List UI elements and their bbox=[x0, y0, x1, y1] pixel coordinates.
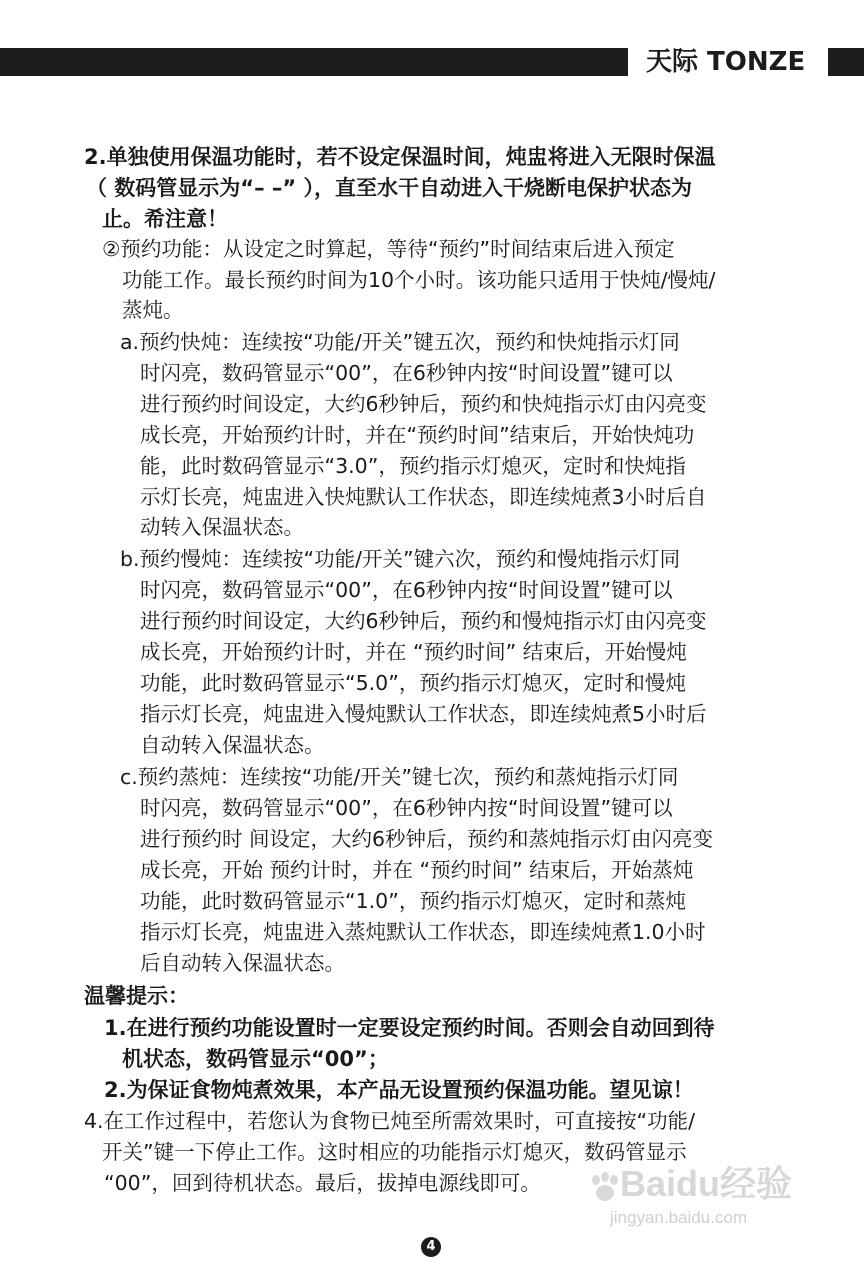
text-line: 1.在进行预约功能设置时一定要设定预约时间。否则会自动回到待 bbox=[104, 1016, 715, 1040]
header-bar bbox=[0, 48, 864, 76]
text-line: 2.单独使用保温功能时，若不设定保温时间，炖盅将进入无限时保温 bbox=[84, 145, 716, 169]
text-line: 2.为保证食物炖煮效果，本产品无设置预约保温功能。望见谅！ bbox=[104, 1078, 694, 1102]
header-bar-right bbox=[828, 48, 864, 76]
watermark-logo: Baidu经验 bbox=[620, 1163, 793, 1204]
text-line: ②预约功能：从设定之时算起，等待“预约”时间结束后进入预定 bbox=[102, 237, 675, 261]
text-line: c.预约蒸炖：连续按“功能/开关”键七次，预约和蒸炖指示灯同 bbox=[120, 765, 679, 789]
text-line: 时闪亮，数码管显示“00”，在6秒钟内按“时间设置”键可以 bbox=[140, 361, 673, 385]
watermark bbox=[588, 1162, 818, 1242]
watermark-url: jingyan.baidu.com bbox=[610, 1208, 748, 1227]
text-line: 后自动转入保温状态。 bbox=[140, 951, 345, 975]
text-line: 能，此时数码管显示“3.0”，预约指示灯熄灭，定时和快炖指 bbox=[140, 454, 686, 478]
page-number: 4 bbox=[421, 1237, 441, 1257]
text-line: “00”，回到待机状态。最后，拔掉电源线即可。 bbox=[104, 1171, 541, 1195]
text-line: 示灯长亮，炖盅进入快炖默认工作状态，即连续炖煮3小时后自 bbox=[140, 485, 707, 509]
text-line: 成长亮，开始预约计时，并在“预约时间”结束后，开始快炖功 bbox=[140, 423, 695, 447]
text-line: 功能，此时数码管显示“5.0”，预约指示灯熄灭，定时和慢炖 bbox=[140, 671, 686, 695]
header-bar-left bbox=[0, 48, 628, 76]
text-line: 成长亮，开始 预约计时，并在 “预约时间” 结束后，开始蒸炖 bbox=[140, 858, 694, 882]
text-line: （ 数码管显示为“– –” ），直至水干自动进入干烧断电保护状态为 bbox=[86, 176, 693, 200]
text-line: 4.在工作过程中，若您认为食物已炖至所需效果时，可直接按“功能/ bbox=[84, 1109, 696, 1133]
brand-logo: 天际 TONZE bbox=[646, 47, 806, 77]
text-line: 指示灯长亮，炖盅进入慢炖默认工作状态，即连续炖煮5小时后 bbox=[140, 702, 707, 726]
text-line: 指示灯长亮，炖盅进入蒸炖默认工作状态，即连续炖煮1.0小时 bbox=[140, 920, 706, 944]
text-line: 功能，此时数码管显示“1.0”，预约指示灯熄灭，定时和蒸炖 bbox=[140, 889, 686, 913]
text-line: a.预约快炖：连续按“功能/开关”键五次，预约和快炖指示灯同 bbox=[120, 330, 680, 354]
section-heading: 温馨提示： bbox=[84, 984, 189, 1008]
text-line: 进行预约时间设定，大约6秒钟后，预约和快炖指示灯由闪亮变 bbox=[140, 392, 707, 416]
text-line: 蒸炖。 bbox=[122, 298, 184, 322]
paw-icon bbox=[588, 1172, 622, 1202]
text-line: 自动转入保温状态。 bbox=[140, 733, 325, 757]
text-line: 机状态，数码管显示“00”； bbox=[122, 1047, 389, 1071]
text-line: 成长亮，开始预约计时，并在 “预约时间” 结束后，开始慢炖 bbox=[140, 640, 687, 664]
text-line: 止。希注意！ bbox=[102, 207, 228, 231]
text-line: 动转入保温状态。 bbox=[140, 515, 304, 539]
text-line: 进行预约时间设定，大约6秒钟后，预约和慢炖指示灯由闪亮变 bbox=[140, 609, 707, 633]
text-line: 进行预约时 间设定，大约6秒钟后，预约和蒸炖指示灯由闪亮变 bbox=[140, 827, 714, 851]
text-line: 开关”键一下停止工作。这时相应的功能指示灯熄灭，数码管显示 bbox=[102, 1140, 687, 1164]
text-line: 功能工作。最长预约时间为10个小时。该功能只适用于快炖/慢炖/ bbox=[122, 268, 716, 292]
text-line: 时闪亮，数码管显示“00”，在6秒钟内按“时间设置”键可以 bbox=[140, 796, 673, 820]
text-line: 时闪亮，数码管显示“00”，在6秒钟内按“时间设置”键可以 bbox=[140, 578, 673, 602]
text-line: b.预约慢炖：连续按“功能/开关”键六次，预约和慢炖指示灯同 bbox=[120, 547, 681, 571]
